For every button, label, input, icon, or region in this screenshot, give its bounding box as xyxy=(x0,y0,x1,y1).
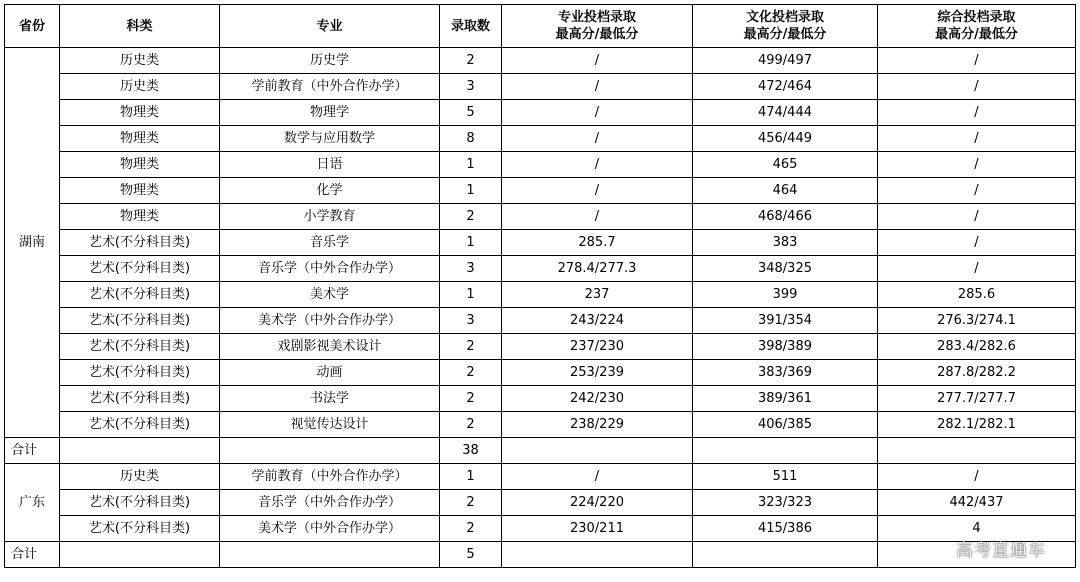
empty-cell xyxy=(220,542,440,568)
cultural-score-cell: 499/497 xyxy=(693,48,878,74)
admitted-count-cell: 1 xyxy=(440,464,502,490)
admitted-count-cell: 1 xyxy=(440,282,502,308)
table-row xyxy=(5,464,1076,490)
header-cultural-line2: 最高分/最低分 xyxy=(743,27,827,42)
category-cell: 物理类 xyxy=(60,126,220,152)
empty-cell xyxy=(502,542,693,568)
cultural-score-cell: 383/369 xyxy=(693,360,878,386)
empty-cell xyxy=(60,438,220,464)
cultural-score-cell: 468/466 xyxy=(693,204,878,230)
comprehensive-score-cell: / xyxy=(878,464,1076,490)
comprehensive-score-cell: / xyxy=(878,48,1076,74)
major-cell: 音乐学（中外合作办学） xyxy=(220,256,440,282)
cultural-score-cell: 391/354 xyxy=(693,308,878,334)
cultural-score-cell: 398/389 xyxy=(693,334,878,360)
admitted-count-cell: 8 xyxy=(440,126,502,152)
category-cell: 物理类 xyxy=(60,152,220,178)
professional-score-cell: 242/230 xyxy=(502,386,693,412)
province-cell: 湖南 xyxy=(5,48,60,438)
category-cell: 历史类 xyxy=(60,74,220,100)
total-count-cell: 5 xyxy=(440,542,502,568)
comprehensive-score-cell: 287.8/282.2 xyxy=(878,360,1076,386)
admission-score-table xyxy=(4,4,1076,568)
header-professional-score xyxy=(502,5,693,48)
cultural-score-cell: 415/386 xyxy=(693,516,878,542)
admitted-count-cell: 3 xyxy=(440,74,502,100)
comprehensive-score-cell: 4 xyxy=(878,516,1076,542)
table-row xyxy=(5,360,1076,386)
total-label-cell: 合计 xyxy=(5,542,60,568)
category-cell: 物理类 xyxy=(60,100,220,126)
professional-score-cell: 230/211 xyxy=(502,516,693,542)
table-row xyxy=(5,412,1076,438)
professional-score-cell: 253/239 xyxy=(502,360,693,386)
admitted-count-cell: 1 xyxy=(440,152,502,178)
empty-cell xyxy=(693,438,878,464)
header-professional-line2: 最高分/最低分 xyxy=(555,27,639,42)
header-major: 专业 xyxy=(220,5,440,48)
major-cell: 小学教育 xyxy=(220,204,440,230)
category-cell: 艺术(不分科目类) xyxy=(60,490,220,516)
admitted-count-cell: 2 xyxy=(440,360,502,386)
table-row xyxy=(5,230,1076,256)
comprehensive-score-cell: / xyxy=(878,230,1076,256)
comprehensive-score-cell: 283.4/282.6 xyxy=(878,334,1076,360)
major-cell: 学前教育（中外合作办学） xyxy=(220,74,440,100)
empty-cell xyxy=(878,438,1076,464)
category-cell: 艺术(不分科目类) xyxy=(60,334,220,360)
table-body xyxy=(5,48,1076,568)
cultural-score-cell: 406/385 xyxy=(693,412,878,438)
total-label-cell: 合计 xyxy=(5,438,60,464)
professional-score-cell: 285.7 xyxy=(502,230,693,256)
cultural-score-cell: 456/449 xyxy=(693,126,878,152)
major-cell: 数学与应用数学 xyxy=(220,126,440,152)
table-row xyxy=(5,204,1076,230)
table-row xyxy=(5,74,1076,100)
total-count-cell: 38 xyxy=(440,438,502,464)
header-comprehensive-score xyxy=(878,5,1076,48)
comprehensive-score-cell: / xyxy=(878,126,1076,152)
major-cell: 学前教育（中外合作办学） xyxy=(220,464,440,490)
professional-score-cell: / xyxy=(502,126,693,152)
category-cell: 历史类 xyxy=(60,464,220,490)
cultural-score-cell: 348/325 xyxy=(693,256,878,282)
header-category: 科类 xyxy=(60,5,220,48)
empty-cell xyxy=(693,542,878,568)
comprehensive-score-cell: 277.7/277.7 xyxy=(878,386,1076,412)
major-cell: 视觉传达设计 xyxy=(220,412,440,438)
table-row xyxy=(5,282,1076,308)
admitted-count-cell: 2 xyxy=(440,516,502,542)
professional-score-cell: / xyxy=(502,204,693,230)
table-row xyxy=(5,100,1076,126)
header-professional-line1: 专业投档录取 xyxy=(557,10,636,25)
header-comprehensive-line1: 综合投档录取 xyxy=(937,10,1016,25)
major-cell: 历史学 xyxy=(220,48,440,74)
category-cell: 艺术(不分科目类) xyxy=(60,230,220,256)
category-cell: 历史类 xyxy=(60,48,220,74)
major-cell: 书法学 xyxy=(220,386,440,412)
category-cell: 艺术(不分科目类) xyxy=(60,516,220,542)
table-row xyxy=(5,152,1076,178)
admitted-count-cell: 2 xyxy=(440,334,502,360)
table-row xyxy=(5,516,1076,542)
watermark-text: 高考直通车 xyxy=(956,541,1046,561)
admission-table-container xyxy=(4,4,1076,568)
cultural-score-cell: 464 xyxy=(693,178,878,204)
professional-score-cell: 237/230 xyxy=(502,334,693,360)
category-cell: 艺术(不分科目类) xyxy=(60,360,220,386)
comprehensive-score-cell: / xyxy=(878,100,1076,126)
header-admitted: 录取数 xyxy=(440,5,502,48)
admitted-count-cell: 1 xyxy=(440,178,502,204)
cultural-score-cell: 383 xyxy=(693,230,878,256)
major-cell: 音乐学（中外合作办学） xyxy=(220,490,440,516)
admitted-count-cell: 1 xyxy=(440,230,502,256)
table-row xyxy=(5,126,1076,152)
admitted-count-cell: 3 xyxy=(440,308,502,334)
major-cell: 美术学（中外合作办学） xyxy=(220,308,440,334)
header-province: 省份 xyxy=(5,5,60,48)
cultural-score-cell: 465 xyxy=(693,152,878,178)
table-row xyxy=(5,256,1076,282)
comprehensive-score-cell: / xyxy=(878,74,1076,100)
table-row xyxy=(5,178,1076,204)
professional-score-cell: / xyxy=(502,48,693,74)
total-row xyxy=(5,438,1076,464)
cultural-score-cell: 472/464 xyxy=(693,74,878,100)
cultural-score-cell: 474/444 xyxy=(693,100,878,126)
cultural-score-cell: 511 xyxy=(693,464,878,490)
category-cell: 艺术(不分科目类) xyxy=(60,308,220,334)
professional-score-cell: / xyxy=(502,152,693,178)
comprehensive-score-cell: 442/437 xyxy=(878,490,1076,516)
cultural-score-cell: 399 xyxy=(693,282,878,308)
admitted-count-cell: 2 xyxy=(440,204,502,230)
professional-score-cell: / xyxy=(502,74,693,100)
category-cell: 艺术(不分科目类) xyxy=(60,386,220,412)
empty-cell xyxy=(502,438,693,464)
total-row xyxy=(5,542,1076,568)
category-cell: 艺术(不分科目类) xyxy=(60,412,220,438)
admitted-count-cell: 3 xyxy=(440,256,502,282)
empty-cell xyxy=(60,542,220,568)
header-cultural-line1: 文化投档录取 xyxy=(745,10,824,25)
major-cell: 化学 xyxy=(220,178,440,204)
category-cell: 物理类 xyxy=(60,204,220,230)
major-cell: 物理学 xyxy=(220,100,440,126)
major-cell: 日语 xyxy=(220,152,440,178)
category-cell: 物理类 xyxy=(60,178,220,204)
table-row xyxy=(5,308,1076,334)
admitted-count-cell: 2 xyxy=(440,386,502,412)
professional-score-cell: / xyxy=(502,464,693,490)
table-row xyxy=(5,386,1076,412)
comprehensive-score-cell: / xyxy=(878,152,1076,178)
admitted-count-cell: 2 xyxy=(440,490,502,516)
header-row xyxy=(5,5,1076,48)
cultural-score-cell: 323/323 xyxy=(693,490,878,516)
admitted-count-cell: 2 xyxy=(440,412,502,438)
table-row xyxy=(5,490,1076,516)
major-cell: 美术学（中外合作办学） xyxy=(220,516,440,542)
professional-score-cell: 238/229 xyxy=(502,412,693,438)
category-cell: 艺术(不分科目类) xyxy=(60,282,220,308)
comprehensive-score-cell: 285.6 xyxy=(878,282,1076,308)
province-cell: 广东 xyxy=(5,464,60,542)
comprehensive-score-cell: / xyxy=(878,204,1076,230)
major-cell: 戏剧影视美术设计 xyxy=(220,334,440,360)
header-cultural-score xyxy=(693,5,878,48)
major-cell: 音乐学 xyxy=(220,230,440,256)
professional-score-cell: 278.4/277.3 xyxy=(502,256,693,282)
comprehensive-score-cell: / xyxy=(878,256,1076,282)
professional-score-cell: 237 xyxy=(502,282,693,308)
admitted-count-cell: 2 xyxy=(440,48,502,74)
header-comprehensive-line2: 最高分/最低分 xyxy=(935,27,1018,42)
empty-cell xyxy=(220,438,440,464)
cultural-score-cell: 389/361 xyxy=(693,386,878,412)
category-cell: 艺术(不分科目类) xyxy=(60,256,220,282)
admitted-count-cell: 5 xyxy=(440,100,502,126)
professional-score-cell: 243/224 xyxy=(502,308,693,334)
comprehensive-score-cell: 282.1/282.1 xyxy=(878,412,1076,438)
major-cell: 美术学 xyxy=(220,282,440,308)
comprehensive-score-cell: 276.3/274.1 xyxy=(878,308,1076,334)
major-cell: 动画 xyxy=(220,360,440,386)
table-row xyxy=(5,48,1076,74)
professional-score-cell: / xyxy=(502,100,693,126)
professional-score-cell: / xyxy=(502,178,693,204)
comprehensive-score-cell: / xyxy=(878,178,1076,204)
table-row xyxy=(5,334,1076,360)
professional-score-cell: 224/220 xyxy=(502,490,693,516)
